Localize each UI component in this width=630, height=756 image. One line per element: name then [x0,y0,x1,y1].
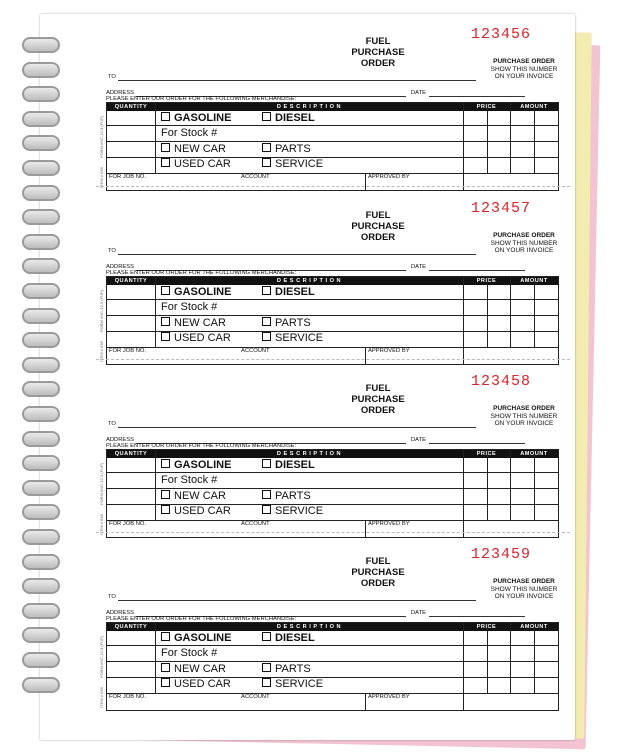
quantity-header: QUANTITY [107,103,155,111]
account-label: ACCOUNT [241,174,270,180]
coil-ring [22,86,60,102]
date-field[interactable] [429,96,525,97]
column-divider [510,450,511,520]
address-label: ADDRESS [106,264,135,270]
spiral-coil [22,160,70,174]
checkbox-icon [161,663,170,672]
amount-header: AMOUNT [510,277,558,285]
column-divider [487,277,488,347]
price-header: PRICE [463,103,510,111]
form-title [318,383,438,416]
service-option[interactable] [262,505,323,517]
checkbox-icon [161,286,170,295]
new-car-option[interactable] [161,143,226,155]
row-divider [107,299,558,300]
checkbox-icon [161,317,170,326]
po-line-2: ON YOUR INVOICE [494,420,554,427]
perforation-line [96,186,570,187]
coil-ring [22,627,60,643]
coil-ring [22,578,60,594]
title-line: PURCHASE [351,394,405,405]
quantity-header: QUANTITY [107,277,155,285]
checkbox-icon [262,459,271,468]
spiral-coil [22,406,70,420]
column-divider [365,173,366,190]
column-divider [155,623,156,693]
form-code: FORM #NC-12-3 (FUP) [99,289,104,332]
row-divider [107,520,558,521]
row-divider [107,125,558,126]
purchase-order-form [96,18,570,188]
row-divider [107,315,558,316]
form-title [318,210,438,243]
title-line: FUEL [365,556,391,567]
coil-ring [22,652,60,668]
service-option[interactable] [262,678,323,690]
for-stock-label: For Stock # [161,647,218,659]
new-car-label: NEW CAR [174,490,226,502]
po-line-2: ON YOUR INVOICE [494,247,554,254]
perforation-line [96,532,570,533]
coil-ring [22,381,60,397]
diesel-option[interactable] [262,286,315,298]
date-label: DATE [411,610,427,616]
row-divider [107,661,558,662]
checkbox-icon [161,143,170,152]
job-no-label: FOR JOB NO. [109,348,147,354]
new-car-label: NEW CAR [174,317,226,329]
used-car-option[interactable] [161,158,231,170]
approved-by-label: APPROVED BY [368,694,410,700]
column-divider [534,623,535,693]
date-field[interactable] [429,443,525,444]
checkbox-icon [262,112,271,121]
column-divider [463,103,464,190]
diesel-label: DIESEL [275,459,315,471]
column-divider [534,277,535,347]
to-label: TO [108,248,116,254]
po-line-1: SHOW THIS NUMBER [490,412,558,420]
po-line-2: ON YOUR INVOICE [494,593,554,600]
checkbox-icon [262,317,271,326]
coil-ring [22,554,60,570]
coil-ring [22,37,60,53]
item-code: ITEM # 638 [99,341,104,362]
service-label: SERVICE [275,158,324,170]
to-label: TO [108,594,116,600]
purchase-order-form [96,192,570,362]
column-divider [365,520,366,537]
to-label: TO [108,421,116,427]
quantity-header: QUANTITY [107,623,155,631]
checkbox-icon [262,505,271,514]
address-label: ADDRESS [106,610,135,616]
new-car-option[interactable] [161,490,226,502]
checkbox-icon [161,632,170,641]
parts-option[interactable] [262,663,311,675]
used-car-option[interactable] [161,678,231,690]
coil-ring [22,677,60,693]
coil-ring [22,332,60,348]
row-divider [107,347,558,348]
spiral-coil [22,455,70,469]
spiral-coil [22,37,70,51]
used-car-option[interactable] [161,505,231,517]
description-header: D E S C R I P T I O N [155,277,463,285]
coil-ring [22,185,60,201]
checkbox-icon [262,286,271,295]
instruction-text: PLEASE ENTER OUR ORDER FOR THE FOLLOWING MERCHANDISE: [106,270,297,276]
date-field[interactable] [429,270,525,271]
title-line: ORDER [360,58,396,69]
form-title [318,36,438,69]
po-number: 123459 [471,546,532,563]
date-field[interactable] [429,616,525,617]
column-divider [463,277,464,364]
parts-option[interactable] [262,317,311,329]
po-number: 123456 [471,26,532,43]
instruction-text: PLEASE ENTER OUR ORDER FOR THE FOLLOWING MERCHANDISE: [106,443,297,449]
spiral-coil [22,381,70,395]
column-divider [534,450,535,520]
service-label: SERVICE [275,678,324,690]
item-code: ITEM # 638 [99,167,104,188]
coil-ring [22,135,60,151]
spiral-coil [22,529,70,543]
spiral-coil [22,677,70,691]
used-car-label: USED CAR [174,332,231,344]
for-stock-label: For Stock # [161,301,218,313]
column-divider [487,450,488,520]
coil-ring [22,258,60,274]
coil-ring [22,209,60,225]
column-divider [463,450,464,537]
diesel-label: DIESEL [275,632,315,644]
spiral-coil [22,332,70,346]
row-divider [107,173,558,174]
coil-ring [22,160,60,176]
price-header: PRICE [463,450,510,458]
coil-ring [22,111,60,127]
checkbox-icon [161,490,170,499]
form-code: FORM #NC-12-3 (FUP) [99,635,104,678]
column-divider [487,103,488,173]
coil-ring [22,603,60,619]
spiral-coil [22,111,70,125]
new-car-option[interactable] [161,317,226,329]
parts-label: PARTS [275,143,311,155]
column-divider [510,277,511,347]
service-label: SERVICE [275,505,324,517]
po-number: 123458 [471,373,532,390]
checkbox-icon [262,158,271,167]
spiral-coil [22,504,70,518]
spiral-coil [22,234,70,248]
order-grid [106,449,559,538]
spiral-coil [22,308,70,322]
title-line: PURCHASE [351,47,405,58]
purchase-order-form [96,538,570,708]
gasoline-option[interactable] [161,459,231,471]
gasoline-option[interactable] [161,112,231,124]
title-line: FUEL [365,36,391,47]
form-code: FORM #NC-12-3 (FUP) [99,462,104,505]
row-divider [107,693,558,694]
spiral-coil [22,578,70,592]
checkbox-icon [161,112,170,121]
parts-label: PARTS [275,663,311,675]
form-title [318,556,438,589]
instruction-text: PLEASE ENTER OUR ORDER FOR THE FOLLOWING MERCHANDISE: [106,96,297,102]
title-line: ORDER [360,578,396,589]
parts-label: PARTS [275,317,311,329]
order-grid [106,622,559,711]
column-divider [155,450,156,520]
spiral-coil [22,603,70,617]
description-header: D E S C R I P T I O N [155,103,463,111]
perforation-line [96,359,570,360]
checkbox-icon [161,678,170,687]
description-header: D E S C R I P T I O N [155,450,463,458]
checkbox-icon [262,678,271,687]
title-line: FUEL [365,383,391,394]
spiral-coil [22,652,70,666]
checkbox-icon [161,332,170,341]
amount-header: AMOUNT [510,450,558,458]
checkbox-icon [161,505,170,514]
coil-ring [22,283,60,299]
coil-ring [22,480,60,496]
order-grid [106,102,559,191]
column-divider [487,623,488,693]
gasoline-option[interactable] [161,286,231,298]
for-stock-label: For Stock # [161,127,218,139]
service-option[interactable] [262,158,323,170]
spiral-coil [22,431,70,445]
column-divider [365,347,366,364]
to-label: TO [108,74,116,80]
approved-by-label: APPROVED BY [368,521,410,527]
gasoline-label: GASOLINE [174,632,232,644]
account-label: ACCOUNT [241,694,270,700]
item-code: ITEM # 638 [99,687,104,708]
new-car-label: NEW CAR [174,143,226,155]
po-line-1: SHOW THIS NUMBER [490,239,558,247]
new-car-label: NEW CAR [174,663,226,675]
instruction-text: PLEASE ENTER OUR ORDER FOR THE FOLLOWING MERCHANDISE: [106,616,297,622]
coil-ring [22,234,60,250]
coil-ring [22,529,60,545]
title-line: PURCHASE [351,567,405,578]
spiral-coil [22,627,70,641]
address-label: ADDRESS [106,437,135,443]
to-field[interactable] [118,600,476,601]
form-code: FORM #NC-12-3 (FUP) [99,115,104,158]
gasoline-label: GASOLINE [174,459,232,471]
coil-ring [22,455,60,471]
gasoline-label: GASOLINE [174,286,232,298]
po-line-2: ON YOUR INVOICE [494,73,554,80]
diesel-option[interactable] [262,459,315,471]
for-stock-label: For Stock # [161,474,218,486]
used-car-option[interactable] [161,332,231,344]
coil-ring [22,62,60,78]
po-notice [482,232,566,255]
amount-header: AMOUNT [510,103,558,111]
title-line: PURCHASE [351,221,405,232]
new-car-option[interactable] [161,663,226,675]
order-grid [106,276,559,365]
checkbox-icon [262,332,271,341]
quantity-header: QUANTITY [107,450,155,458]
account-label: ACCOUNT [241,348,270,354]
parts-option[interactable] [262,490,311,502]
po-heading: PURCHASE ORDER [493,578,555,585]
job-no-label: FOR JOB NO. [109,521,147,527]
used-car-label: USED CAR [174,158,231,170]
po-line-1: SHOW THIS NUMBER [490,65,558,73]
service-option[interactable] [262,332,323,344]
diesel-option[interactable] [262,112,315,124]
spiral-coil [22,185,70,199]
column-divider [463,623,464,710]
amount-header: AMOUNT [510,623,558,631]
column-divider [510,103,511,173]
used-car-label: USED CAR [174,678,231,690]
coil-ring [22,406,60,422]
price-header: PRICE [463,623,510,631]
row-divider [107,488,558,489]
title-line: ORDER [360,232,396,243]
used-car-label: USED CAR [174,505,231,517]
gasoline-label: GASOLINE [174,112,232,124]
checkbox-icon [262,632,271,641]
price-header: PRICE [463,277,510,285]
account-label: ACCOUNT [241,521,270,527]
job-no-label: FOR JOB NO. [109,694,147,700]
spiral-coil [22,283,70,297]
to-field[interactable] [118,254,476,255]
date-label: DATE [411,90,427,96]
title-line: FUEL [365,210,391,221]
spiral-coil [22,209,70,223]
po-number: 123457 [471,200,532,217]
item-code: ITEM # 638 [99,514,104,535]
row-divider [107,141,558,142]
spiral-coil [22,258,70,272]
date-label: DATE [411,437,427,443]
column-divider [534,103,535,173]
to-field[interactable] [118,427,476,428]
parts-option[interactable] [262,143,311,155]
coil-ring [22,357,60,373]
title-line: ORDER [360,405,396,416]
spiral-coil [22,554,70,568]
approved-by-label: APPROVED BY [368,348,410,354]
spiral-coil [22,62,70,76]
spiral-coil [22,86,70,100]
coil-ring [22,308,60,324]
checkbox-icon [161,459,170,468]
po-notice [482,58,566,81]
address-label: ADDRESS [106,90,135,96]
spiral-coil [22,480,70,494]
checkbox-icon [262,143,271,152]
coil-ring [22,431,60,447]
parts-label: PARTS [275,490,311,502]
checkbox-icon [262,490,271,499]
column-divider [365,693,366,710]
diesel-option[interactable] [262,632,315,644]
diesel-label: DIESEL [275,286,315,298]
column-divider [510,623,511,693]
approved-by-label: APPROVED BY [368,174,410,180]
diesel-label: DIESEL [275,112,315,124]
po-heading: PURCHASE ORDER [493,232,555,239]
row-divider [107,645,558,646]
purchase-order-form [96,365,570,535]
service-label: SERVICE [275,332,324,344]
description-header: D E S C R I P T I O N [155,623,463,631]
coil-ring [22,504,60,520]
column-divider [155,103,156,173]
checkbox-icon [262,663,271,672]
po-heading: PURCHASE ORDER [493,58,555,65]
gasoline-option[interactable] [161,632,231,644]
date-label: DATE [411,264,427,270]
job-no-label: FOR JOB NO. [109,174,147,180]
spiral-coil [22,135,70,149]
checkbox-icon [161,158,170,167]
po-notice [482,578,566,601]
po-heading: PURCHASE ORDER [493,405,555,412]
po-line-1: SHOW THIS NUMBER [490,585,558,593]
row-divider [107,472,558,473]
to-field[interactable] [118,80,476,81]
spiral-coil [22,357,70,371]
po-notice [482,405,566,428]
column-divider [155,277,156,347]
